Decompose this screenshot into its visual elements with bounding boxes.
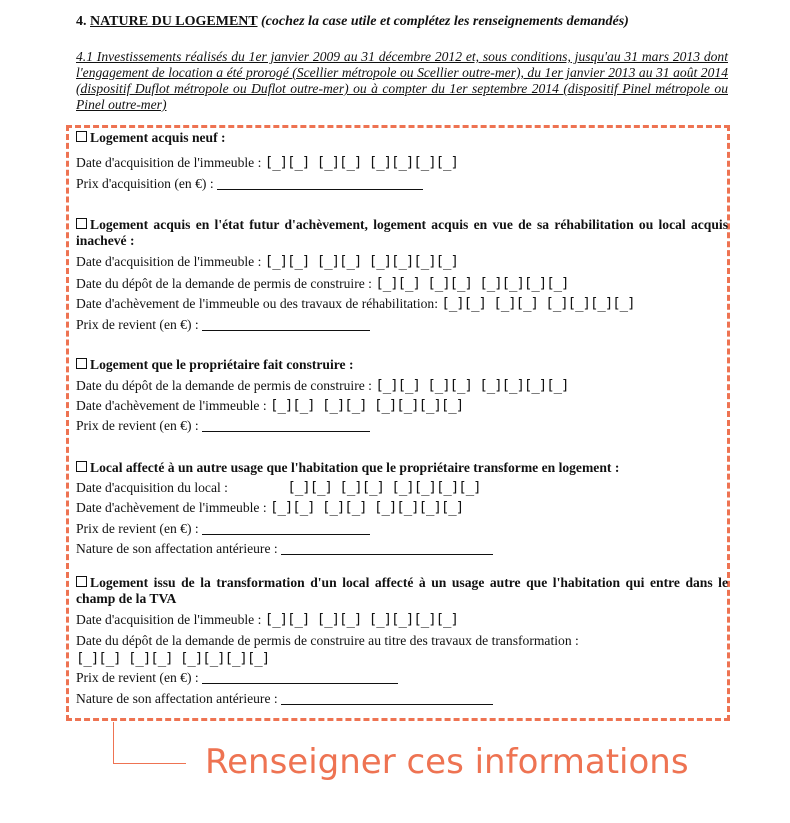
- section-local-tva[interactable]: [76, 575, 728, 607]
- field-row: [76, 378, 569, 394]
- section-label: Logement que le propriétaire fait construire :: [90, 357, 354, 372]
- field-label: Date d'achèvement de l'immeuble :: [76, 398, 267, 413]
- field-label: Prix de revient (en €) :: [76, 418, 199, 433]
- field-row: [76, 398, 463, 414]
- date-input[interactable]: [_][_] [_][_] [_][_][_][_]: [264, 612, 458, 628]
- date-input[interactable]: [_][_] [_][_] [_][_][_][_]: [441, 296, 635, 312]
- section-label: Logement acquis en l'état futur d'achèvement, logement acquis en vue de sa réhabilitation ou local acquis inachevé :: [76, 217, 728, 248]
- amount-input[interactable]: [202, 522, 370, 535]
- field-row: [76, 155, 458, 171]
- intro-paragraph: 4.1 Investissements réalisés du 1er janvier 2009 au 31 décembre 2012 et, sous conditions, jusqu'au 31 mars 2013 dont l'engagement de location a été prorogé (Scellier métropole ou Scellier outre-mer), du 1er janvier 2013 au 31 août 2014 (dispositif Duflot métropole ou Duflot outre-mer) ou à compter du 1er septembre 2014 (dispositif Pinel métropole ou Pinel outre-mer): [76, 49, 728, 112]
- date-input[interactable]: [_][_] [_][_] [_][_][_][_]: [375, 276, 569, 292]
- field-label: Date du dépôt de la demande de permis de construire :: [76, 378, 372, 393]
- field-row: [76, 500, 463, 516]
- field-row: [76, 176, 423, 192]
- field-label: Nature de son affectation antérieure :: [76, 541, 278, 556]
- field-label: Date du dépôt de la demande de permis de construire au titre des travaux de transformation :: [76, 633, 579, 648]
- field-label: Prix de revient (en €) :: [76, 670, 199, 685]
- checkbox-icon[interactable]: [76, 358, 87, 369]
- section-label: Logement acquis neuf :: [90, 130, 226, 145]
- section-title: [76, 14, 629, 30]
- field-label: Date d'achèvement de l'immeuble ou des travaux de réhabilitation:: [76, 296, 438, 311]
- field-label: Date d'acquisition de l'immeuble :: [76, 254, 262, 269]
- field-row: [76, 633, 579, 649]
- amount-input[interactable]: [217, 177, 423, 190]
- field-label: Prix d'acquisition (en €) :: [76, 176, 214, 191]
- checkbox-icon[interactable]: [76, 461, 87, 472]
- field-row: [76, 418, 370, 434]
- field-row: [76, 612, 458, 628]
- section-logement-neuf[interactable]: [76, 130, 728, 146]
- date-input[interactable]: [_][_] [_][_] [_][_][_][_]: [287, 480, 481, 496]
- field-label: Prix de revient (en €) :: [76, 317, 199, 332]
- field-label: Date d'achèvement de l'immeuble :: [76, 500, 267, 515]
- callout-connector-line: [113, 722, 186, 764]
- field-row: [76, 317, 370, 333]
- field-row: [76, 651, 269, 667]
- field-row: [76, 670, 398, 686]
- section-label: Local affecté à un autre usage que l'habitation que le propriétaire transforme en logement :: [90, 460, 620, 475]
- amount-input[interactable]: [202, 419, 370, 432]
- field-row: [76, 254, 458, 270]
- field-row: [76, 521, 370, 537]
- checkbox-icon[interactable]: [76, 131, 87, 142]
- field-label: Date d'acquisition du local :: [76, 480, 228, 495]
- date-input[interactable]: [_][_] [_][_] [_][_][_][_]: [270, 398, 464, 414]
- text-input[interactable]: [281, 542, 493, 555]
- field-label: Date d'acquisition de l'immeuble :: [76, 155, 262, 170]
- field-row: [76, 691, 493, 707]
- section-heading: NATURE DU LOGEMENT: [90, 14, 258, 29]
- section-logement-construit[interactable]: [76, 357, 728, 373]
- field-row: [76, 541, 493, 557]
- date-input[interactable]: [_][_] [_][_] [_][_][_][_]: [76, 651, 270, 667]
- date-input[interactable]: [_][_] [_][_] [_][_][_][_]: [375, 378, 569, 394]
- checkbox-icon[interactable]: [76, 576, 87, 587]
- checkbox-icon[interactable]: [76, 218, 87, 229]
- amount-input[interactable]: [202, 318, 370, 331]
- field-label: Prix de revient (en €) :: [76, 521, 199, 536]
- field-row: [76, 480, 481, 496]
- section-instruction: (cochez la case utile et complétez les renseignements demandés): [261, 14, 629, 29]
- field-label: Date d'acquisition de l'immeuble :: [76, 612, 262, 627]
- field-row: [76, 296, 635, 312]
- date-input[interactable]: [_][_] [_][_] [_][_][_][_]: [264, 155, 458, 171]
- field-row: [76, 276, 569, 292]
- amount-input[interactable]: [202, 671, 398, 684]
- text-input[interactable]: [281, 692, 493, 705]
- date-input[interactable]: [_][_] [_][_] [_][_][_][_]: [264, 254, 458, 270]
- section-local-transforme[interactable]: [76, 460, 728, 476]
- section-label: Logement issu de la transformation d'un local affecté à un usage autre que l'habitation qui entre dans le champ de la TVA: [76, 575, 728, 606]
- callout-text: Renseigner ces informations: [205, 742, 689, 782]
- field-label: Nature de son affectation antérieure :: [76, 691, 278, 706]
- section-number: 4.: [76, 14, 87, 29]
- date-input[interactable]: [_][_] [_][_] [_][_][_][_]: [270, 500, 464, 516]
- section-logement-vefa[interactable]: [76, 217, 728, 249]
- field-label: Date du dépôt de la demande de permis de construire :: [76, 276, 372, 291]
